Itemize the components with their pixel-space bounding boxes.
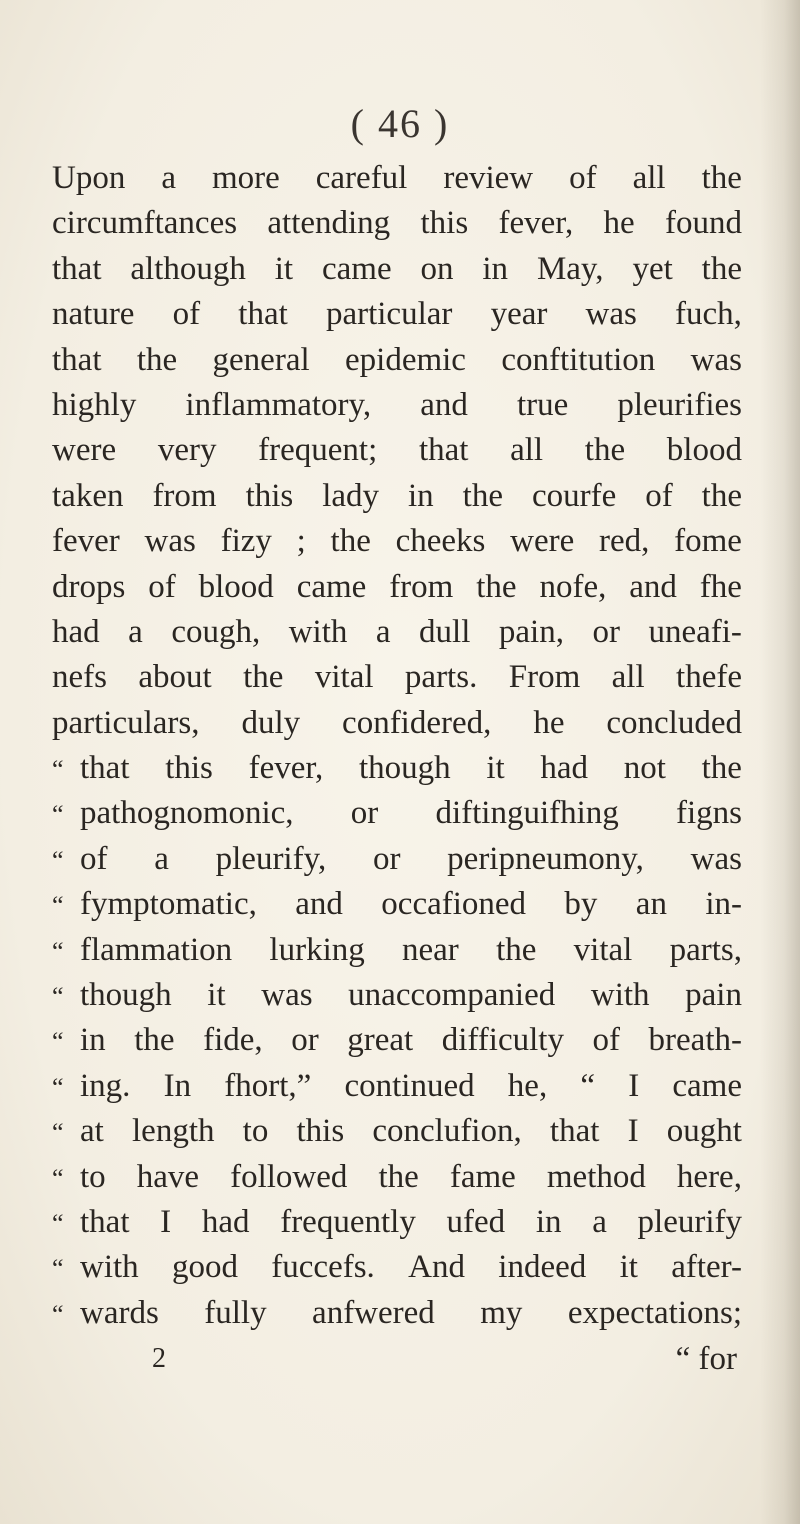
line-text: to have followed the fame method here,	[80, 1158, 742, 1195]
text-line	[52, 292, 742, 337]
text-line	[52, 928, 742, 973]
text-line	[52, 1155, 742, 1200]
line-text: fever was fizy ; the cheeks were red, fome	[52, 523, 742, 560]
quote-mark: “	[52, 800, 64, 830]
line-text: nefs about the vital parts. From all thefe	[52, 659, 742, 696]
quote-mark: “	[52, 1163, 64, 1193]
paragraph-lines	[52, 156, 742, 746]
line-text: of a pleurify, or peripneumony, was	[80, 840, 742, 877]
text-line	[52, 701, 742, 746]
text-line	[52, 610, 742, 655]
quote-mark: “	[52, 1299, 64, 1329]
text-line	[52, 791, 742, 836]
text-line	[52, 882, 742, 927]
line-text: had a cough, with a dull pain, or uneafi-	[52, 613, 742, 650]
line-text: wards fully anfwered my expectations;	[80, 1294, 742, 1331]
text-line	[52, 383, 742, 428]
text-line	[52, 1064, 742, 1109]
quoted-passage	[52, 746, 742, 1336]
quote-mark: “	[52, 1208, 64, 1238]
text-line	[52, 201, 742, 246]
signature-mark: 2	[152, 1343, 166, 1375]
line-text: highly inflammatory, and true pleurifies	[52, 386, 742, 423]
line-text: drops of blood came from the nofe, and fhe	[52, 568, 742, 605]
quote-mark: “	[52, 845, 64, 875]
text-line	[52, 1245, 742, 1290]
text-line	[52, 565, 742, 610]
quote-mark: “	[52, 755, 64, 785]
text-line	[52, 655, 742, 700]
line-text: that the general epidemic conftitution was	[52, 341, 742, 378]
quote-mark: “	[52, 1027, 64, 1057]
text-line	[52, 428, 742, 473]
page-number: ( 46 )	[350, 101, 450, 146]
quote-mark: “	[52, 1118, 64, 1148]
body-text	[52, 156, 742, 1382]
line-text: with good fuccefs. And indeed it after-	[80, 1249, 742, 1286]
line-text: particulars, duly confidered, he concluded	[52, 704, 742, 741]
text-line	[52, 1018, 742, 1063]
text-line	[52, 338, 742, 383]
line-text: were very frequent; that all the blood	[52, 432, 742, 469]
line-text: that I had frequently ufed in a pleurify	[80, 1203, 742, 1240]
line-text: at length to this conclufion, that I ought	[80, 1113, 742, 1150]
line-text: though it was unaccompanied with pain	[80, 977, 742, 1014]
quote-mark: “	[52, 982, 64, 1012]
text-line	[52, 156, 742, 201]
line-text: pathognomonic, or diftinguifhing figns	[80, 795, 742, 832]
page-edge-shadow	[760, 0, 800, 1524]
line-text: ing. In fhort,” continued he, “ I came	[80, 1067, 742, 1104]
quote-mark: “	[52, 936, 64, 966]
text-line	[52, 746, 742, 791]
line-text: that although it came on in May, yet the	[52, 250, 742, 287]
text-line	[52, 519, 742, 564]
text-line	[52, 837, 742, 882]
line-text: taken from this lady in the courfe of the	[52, 477, 742, 514]
text-line	[52, 1291, 742, 1336]
line-text: nature of that particular year was fuch,	[52, 296, 742, 333]
line-text: that this fever, though it had not the	[80, 750, 742, 787]
text-line	[52, 973, 742, 1018]
line-text: flammation lurking near the vital parts,	[80, 931, 742, 968]
line-text: circumftances attending this fever, he found	[52, 205, 742, 242]
text-line	[52, 247, 742, 292]
quote-mark: “	[52, 1072, 64, 1102]
catchword: “ for	[675, 1341, 737, 1378]
line-text: fymptomatic, and occafioned by an in-	[80, 886, 742, 923]
text-line	[52, 1200, 742, 1245]
quote-mark: “	[52, 1254, 64, 1284]
text-line	[52, 474, 742, 519]
line-text: Upon a more careful review of all the	[52, 160, 742, 196]
text-line	[52, 1109, 742, 1154]
footer-line	[52, 1336, 742, 1382]
quote-mark: “	[52, 891, 64, 921]
line-text: in the fide, or great difficulty of breath-	[80, 1022, 742, 1059]
